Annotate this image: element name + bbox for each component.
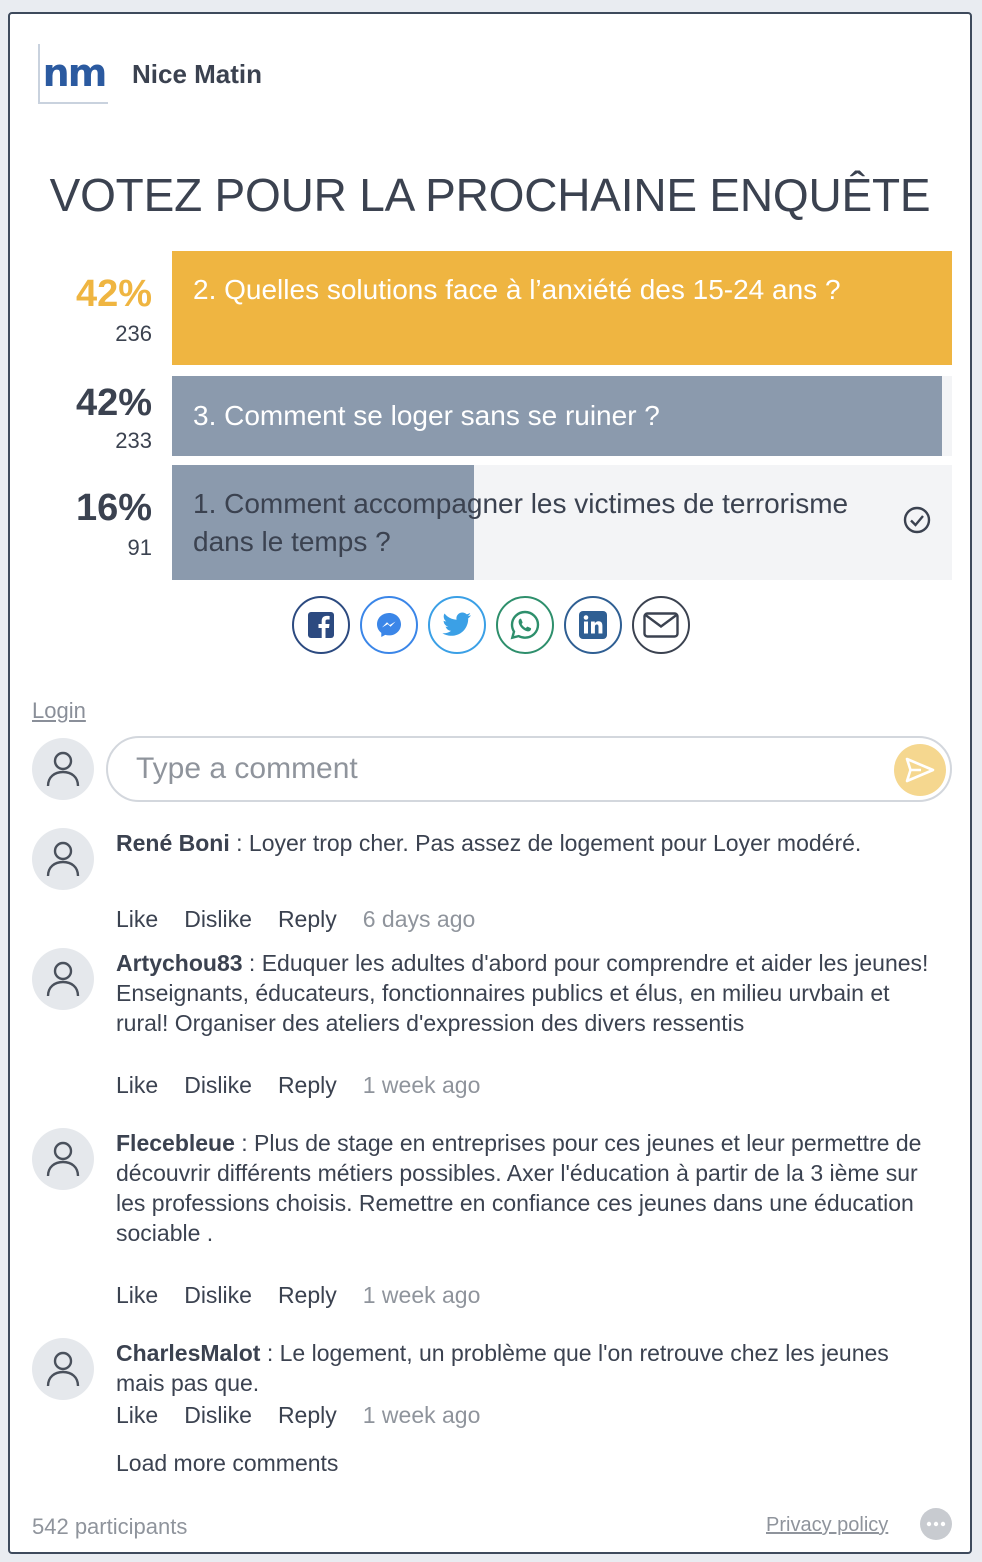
reply-button[interactable]: Reply bbox=[277, 1072, 337, 1098]
messenger-icon[interactable] bbox=[360, 596, 418, 654]
user-avatar bbox=[32, 1338, 94, 1400]
comment-text bbox=[116, 1128, 932, 1248]
option-label: 1. Comment accompagner les victimes de terrorisme dans le temps ? bbox=[193, 488, 849, 557]
chat-bubble-icon[interactable] bbox=[920, 1508, 952, 1540]
reply-button[interactable]: Reply bbox=[277, 1282, 337, 1308]
dislike-button[interactable]: Dislike bbox=[184, 1072, 252, 1098]
comment-body: : Loyer trop cher. Pas assez de logement pour Loyer modéré. bbox=[229, 830, 862, 856]
reply-button[interactable]: Reply bbox=[277, 1402, 337, 1428]
privacy-policy-link[interactable]: Privacy policy bbox=[766, 1514, 889, 1536]
option-bar[interactable] bbox=[172, 251, 952, 365]
like-button[interactable]: Like bbox=[116, 906, 159, 932]
dislike-button[interactable]: Dislike bbox=[184, 1402, 252, 1428]
comment-item bbox=[32, 828, 952, 932]
linkedin-icon[interactable] bbox=[564, 596, 622, 654]
comment-timestamp: 1 week ago bbox=[362, 1072, 481, 1098]
facebook-icon[interactable] bbox=[292, 596, 350, 654]
comment-text bbox=[116, 1338, 932, 1398]
user-avatar bbox=[32, 828, 94, 890]
poll-option[interactable] bbox=[10, 376, 970, 456]
mail-icon[interactable] bbox=[632, 596, 690, 654]
option-percent: 42% bbox=[75, 273, 152, 315]
poll-widget bbox=[8, 12, 972, 1554]
poll-title: VOTEZ POUR LA PROCHAINE ENQUÊTE bbox=[49, 169, 931, 221]
comment-actions bbox=[116, 1282, 480, 1309]
poll-option[interactable] bbox=[10, 251, 970, 365]
option-vote-count: 233 bbox=[115, 428, 152, 453]
comment-body: : Eduquer les adultes d'abord pour comprendre et aider les jeunes! Enseignants, éducateurs, fonctionnaires publics et élus, en milieu urvbain et rural! Organiser des ateliers d'expression des divers ressentis bbox=[116, 950, 929, 1036]
comment-timestamp: 1 week ago bbox=[362, 1402, 481, 1428]
twitter-icon[interactable] bbox=[428, 596, 486, 654]
comment-actions bbox=[116, 906, 475, 933]
brand-header bbox=[38, 44, 262, 104]
comment-box bbox=[106, 736, 952, 802]
comment-item bbox=[32, 1338, 952, 1438]
comment-item bbox=[32, 1128, 952, 1328]
load-more-comments-button[interactable]: Load more comments bbox=[116, 1450, 339, 1476]
share-bar bbox=[292, 596, 690, 654]
comment-author[interactable]: Flecebleue bbox=[116, 1130, 235, 1156]
user-avatar bbox=[32, 948, 94, 1010]
voted-check-icon bbox=[902, 505, 932, 542]
option-label: 3. Comment se loger sans se ruiner ? bbox=[193, 400, 660, 431]
comment-author[interactable]: René Boni bbox=[116, 830, 230, 856]
login-link[interactable]: Login bbox=[32, 698, 86, 723]
option-bar[interactable] bbox=[172, 465, 952, 580]
option-vote-count: 236 bbox=[115, 321, 152, 346]
option-vote-count: 91 bbox=[127, 535, 152, 560]
like-button[interactable]: Like bbox=[116, 1402, 159, 1428]
like-button[interactable]: Like bbox=[116, 1072, 159, 1098]
comment-text bbox=[116, 828, 932, 858]
option-bar[interactable] bbox=[172, 376, 952, 456]
send-icon[interactable] bbox=[894, 744, 946, 796]
comment-timestamp: 6 days ago bbox=[362, 906, 476, 932]
option-label: 2. Quelles solutions face à l’anxiété des 15-24 ans ? bbox=[193, 274, 841, 305]
option-percent: 16% bbox=[75, 487, 152, 529]
comment-body: : Le logement, un problème que l'on retrouve chez les jeunes mais pas que. bbox=[116, 1340, 889, 1396]
dislike-button[interactable]: Dislike bbox=[184, 906, 252, 932]
current-user-avatar bbox=[32, 738, 94, 800]
participants-count: 542 participants bbox=[32, 1514, 188, 1539]
comment-actions bbox=[116, 1072, 480, 1099]
dislike-button[interactable]: Dislike bbox=[184, 1282, 252, 1308]
whatsapp-icon[interactable] bbox=[496, 596, 554, 654]
comment-author[interactable]: Artychou83 bbox=[116, 950, 243, 976]
brand-name: Nice Matin bbox=[132, 58, 263, 89]
option-percent: 42% bbox=[75, 382, 152, 424]
comment-text bbox=[116, 948, 932, 1038]
comment-body: : Plus de stage en entreprises pour ces jeunes et leur permettre de découvrir différents métiers possibles. Axer l'éducation à partir de la 3 ième sur les professions choisis. Remettre en confiance ces jeunes dans une éducation sociable . bbox=[116, 1130, 922, 1246]
comment-item bbox=[32, 948, 952, 1108]
comment-timestamp: 1 week ago bbox=[362, 1282, 481, 1308]
user-avatar bbox=[32, 1128, 94, 1190]
comment-author[interactable]: CharlesMalot bbox=[116, 1340, 261, 1366]
comment-input[interactable] bbox=[136, 748, 876, 790]
reply-button[interactable]: Reply bbox=[277, 906, 337, 932]
poll-option[interactable] bbox=[10, 465, 970, 580]
comment-actions bbox=[116, 1402, 480, 1429]
nice-matin-logo: nm bbox=[38, 44, 108, 104]
like-button[interactable]: Like bbox=[116, 1282, 159, 1308]
